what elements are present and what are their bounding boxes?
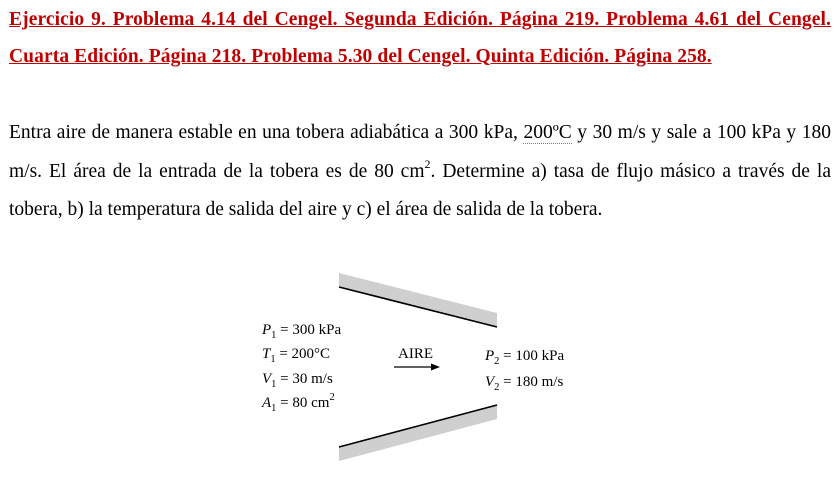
flow-arrow-head [431,364,440,371]
nozzle-lower-wall [339,405,497,461]
area-exponent: 2 [424,157,431,171]
nozzle-upper-wall [339,273,497,327]
exercise-heading: Ejercicio 9. Problema 4.14 del Cengel. Segunda Edición. Página 219. Problema 4.61 del Cengel. Cuarta Edición. Página 218. Problema 5.30 del Cengel. Quinta Edición. Página 258. [9,9,831,67]
inlet-area-label: $A_1 = 80$ $cm^2$ [262,392,335,414]
nozzle-lower-wall-edge [339,405,497,447]
inlet-temperature-label: $T_1 = 200^\circ C$ [262,346,331,365]
inlet-velocity-label: $V_1 = 30$ m/s [262,371,333,390]
statement-part-1: Entra aire de manera estable en una tobera adiabática a 300 kPa, [9,122,524,143]
flow-label: AIRE [398,346,433,362]
statement-part-2: y 30 m/s y sale a 100 kPa y 180 m/s. El área de la entrada de la tobera es de 80 cm [9,122,831,182]
outlet-velocity-label: $V_2 = 180$ m/s [485,374,564,393]
inlet-pressure-label: $P_1 = 300$ kPa [262,322,342,341]
inlet-temperature-underlined: 200ºC [523,122,572,143]
statement-part-3: . Determine a) tasa de flujo másico a través de la tobera, b) la temperatura de salida del aire y c) el área de salida de la tobera. [9,160,831,220]
outlet-pressure-label: $P_2 = 100$ kPa [485,348,565,367]
